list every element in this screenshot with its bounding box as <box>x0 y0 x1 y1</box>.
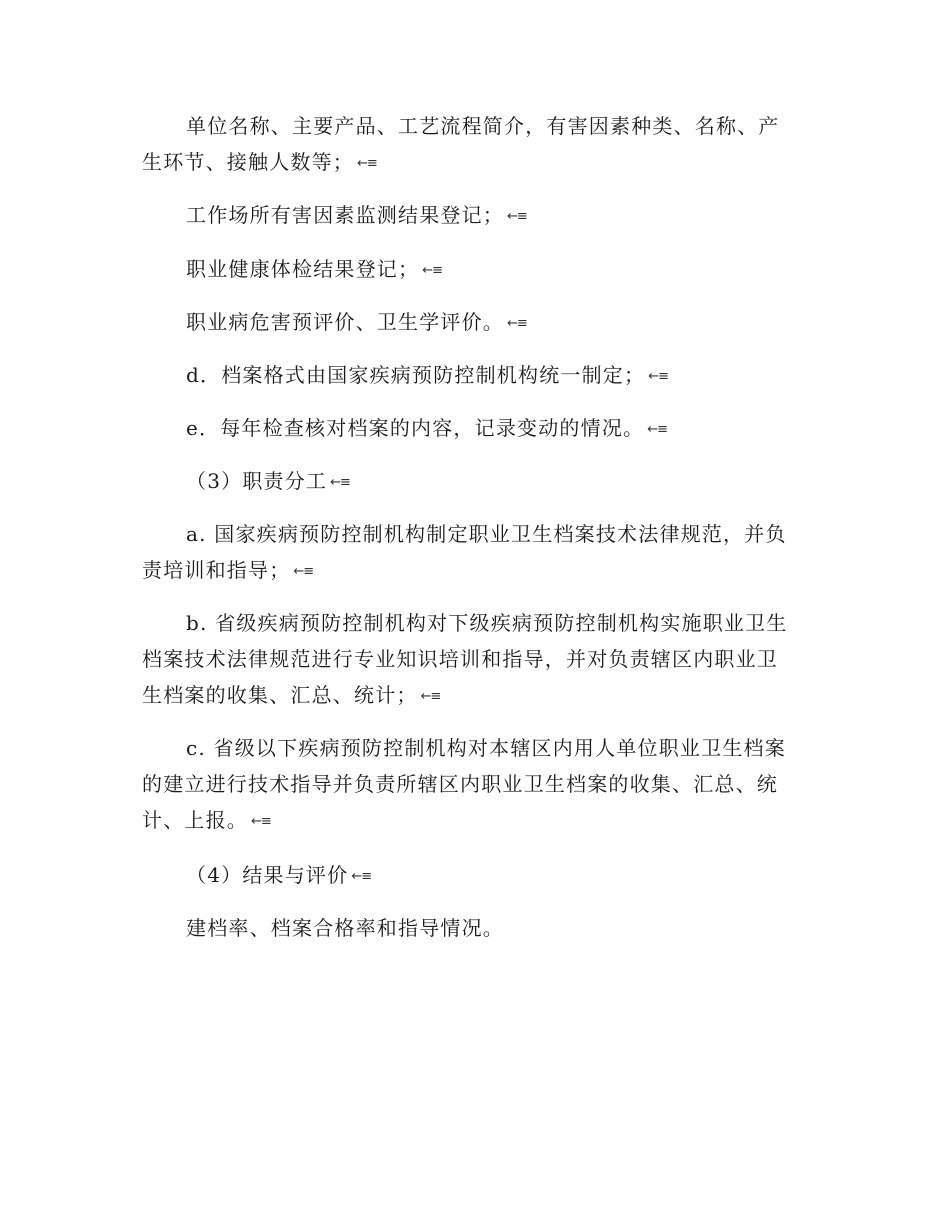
paragraph-mark-icon <box>648 369 668 384</box>
paragraph-mark-icon <box>507 316 527 331</box>
paragraph-mark-icon <box>507 209 527 224</box>
paragraph-mark-icon <box>330 475 350 490</box>
paragraph-item-c <box>142 730 797 840</box>
paragraph-text: 职业健康体检结果登记； <box>186 257 420 281</box>
paragraph-health-exam-record <box>142 251 797 289</box>
paragraph-text: a. 国家疾病预防控制机构制定职业卫生档案技术法律规范，并负责培训和指导； <box>142 522 787 582</box>
paragraph-text: 建档率、档案合格率和指导情况。 <box>186 916 504 940</box>
paragraph-hazard-evaluation <box>142 304 797 342</box>
paragraph-text: 工作场所有害因素监测结果登记； <box>186 203 504 227</box>
paragraph-text: 职业病危害预评价、卫生学评价。 <box>186 310 504 334</box>
paragraph-item-b <box>142 605 797 715</box>
paragraph-mark-icon <box>351 869 371 884</box>
paragraph-mark-icon <box>251 814 271 829</box>
paragraph-mark-icon <box>293 564 313 579</box>
paragraph-mark-icon <box>357 156 377 171</box>
paragraph-item-a <box>142 516 797 590</box>
paragraph-item-d <box>142 357 797 395</box>
paragraph-mark-icon <box>421 689 441 704</box>
paragraph-mark-icon <box>647 422 667 437</box>
paragraph-text: 单位名称、主要产品、工艺流程简介，有害因素种类、名称、产生环节、接触人数等； <box>142 114 780 174</box>
heading-text: （3）职责分工 <box>186 469 328 493</box>
paragraph-text: b. 省级疾病预防控制机构对下级疾病预防控制机构实施职业卫生档案技术法律规范进行专业知识培训和指导，并对负责辖区内职业卫生档案的收集、汇总、统计； <box>142 611 788 707</box>
paragraph-results-summary <box>142 910 797 946</box>
paragraph-text: e．每年检查核对档案的内容，记录变动的情况。 <box>186 416 645 440</box>
section-heading-responsibilities <box>186 463 797 501</box>
heading-text: （4）结果与评价 <box>186 863 349 887</box>
paragraph-unit-info <box>142 108 797 182</box>
paragraph-monitoring-record <box>142 197 797 235</box>
paragraph-text: c. 省级以下疾病预防控制机构对本辖区内用人单位职业卫生档案的建立进行技术指导并负责所辖区内职业卫生档案的收集、汇总、统计、上报。 <box>142 736 786 832</box>
paragraph-item-e <box>142 410 797 448</box>
paragraph-mark-icon <box>422 263 442 278</box>
section-heading-results <box>186 857 797 895</box>
paragraph-text: d．档案格式由国家疾病预防控制机构统一制定； <box>186 363 646 387</box>
